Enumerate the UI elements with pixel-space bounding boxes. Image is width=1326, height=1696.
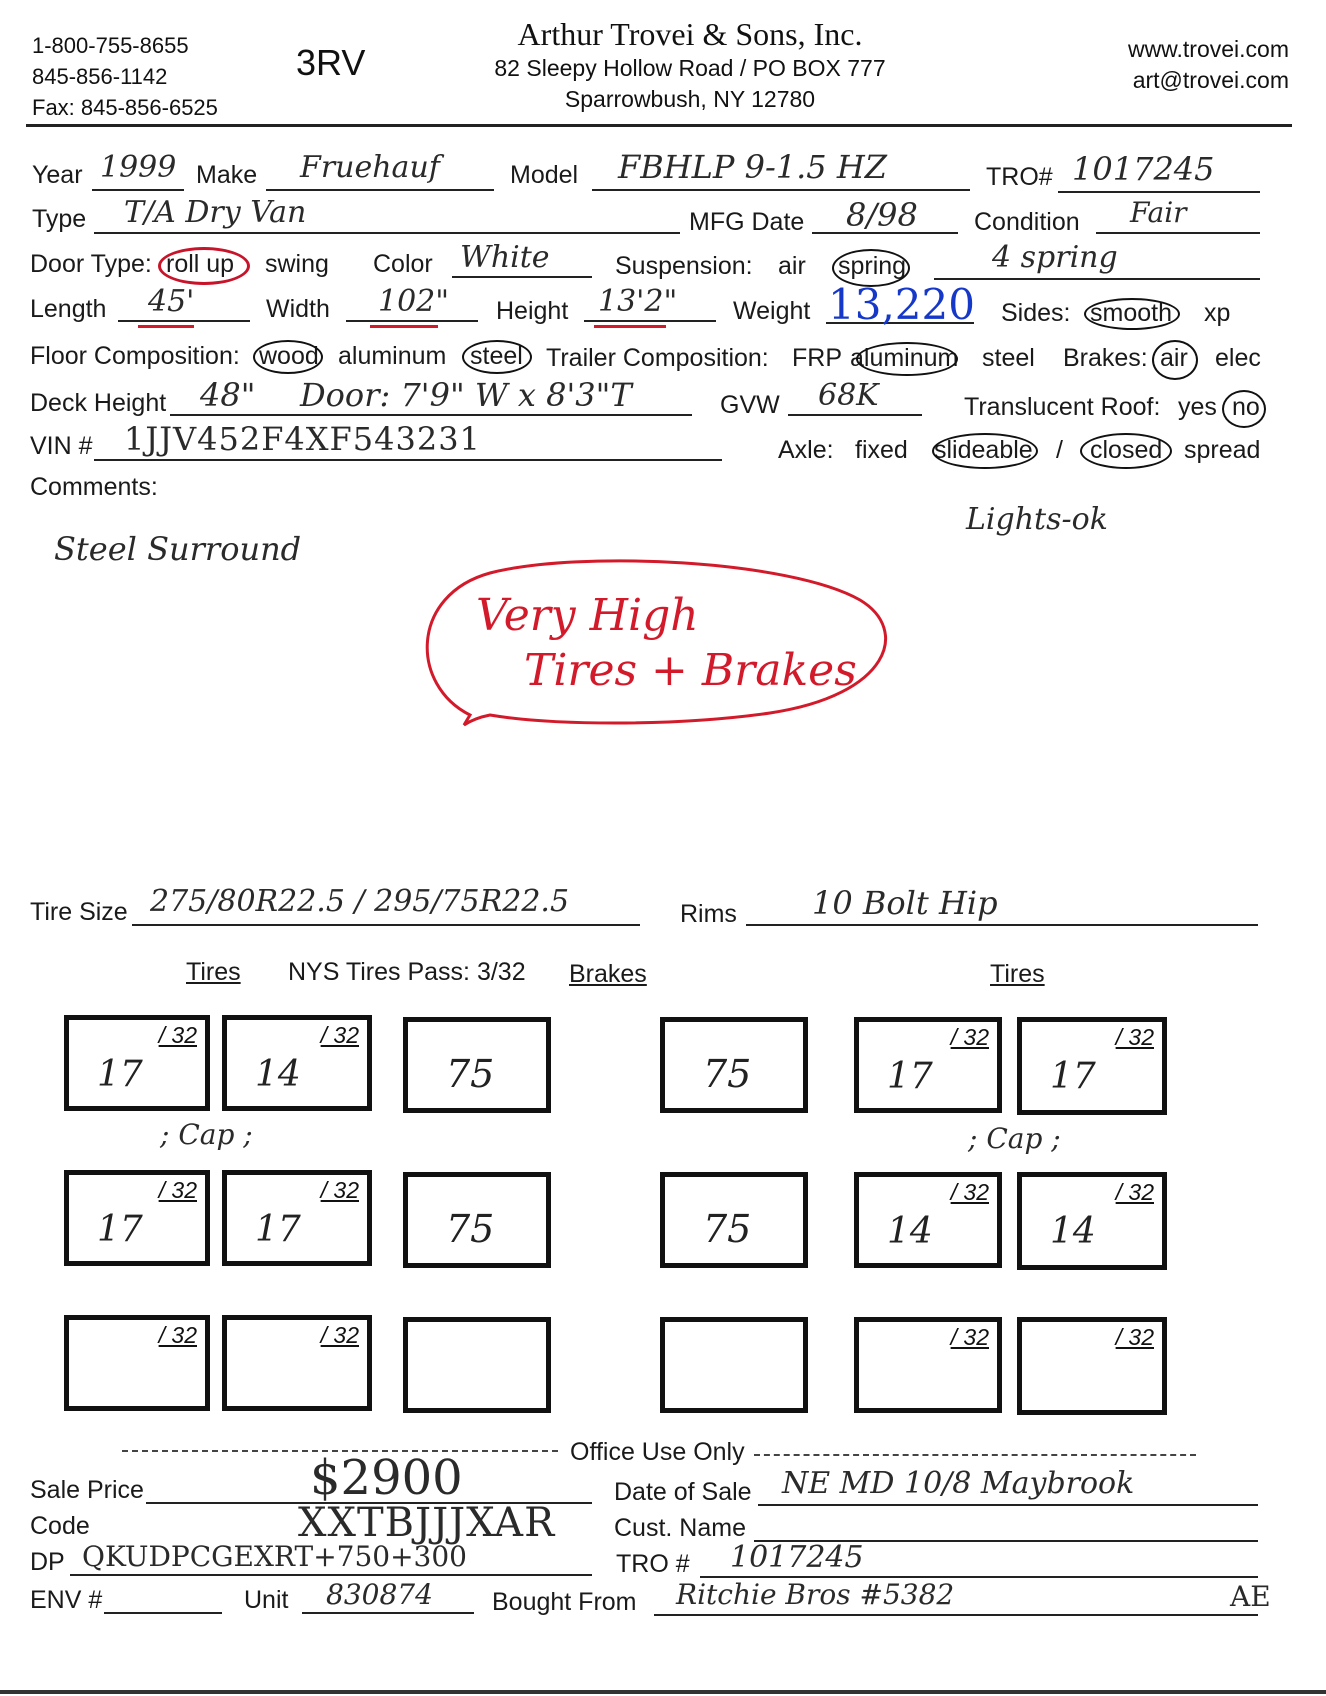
width-red-underline <box>370 325 438 328</box>
suspension-spring: spring <box>838 252 907 280</box>
slideable-circle <box>932 433 1038 469</box>
axle-spread: spread <box>1184 436 1261 464</box>
type-label: Type <box>32 205 87 233</box>
model-label: Model <box>510 161 579 189</box>
model-value: FBHLP 9-1.5 HZ <box>618 148 887 186</box>
tire-size-value: 275/80R22.5 / 295/75R22.5 <box>150 884 570 919</box>
company-address-2: Sparrowbush, NY 12780 <box>564 86 816 112</box>
tire-box-left-inner-2[interactable]: / 32 17 <box>222 1170 372 1266</box>
brakes-elec: elec <box>1215 344 1261 372</box>
date-of-sale-value: NE MD 10/8 Maybrook <box>782 1466 1135 1501</box>
floor-aluminum: aluminum <box>338 342 447 370</box>
color-label: Color <box>373 250 433 278</box>
weight-value: 13,220 <box>828 280 975 329</box>
door-roll-up: roll up <box>166 250 235 278</box>
door-swing: swing <box>265 250 329 278</box>
axle-closed: closed <box>1090 436 1163 464</box>
height-red-underline <box>594 325 666 328</box>
sale-price-value: $2900 <box>310 1450 463 1506</box>
unit-line <box>302 1612 474 1614</box>
vin-value: 1JJV452F4XF543231 <box>124 420 481 458</box>
vin-line <box>94 459 722 461</box>
tro2-value: 1017245 <box>730 1540 864 1575</box>
company-name: Arthur Trovei & Sons, Inc. <box>517 16 863 52</box>
tire-box-right-inner-3[interactable]: / 32 <box>854 1317 1002 1413</box>
tires-left-header: Tires <box>186 958 241 986</box>
tire-box-left-outer-2[interactable]: / 32 17 <box>64 1170 210 1266</box>
type-value: T/A Dry Van <box>124 195 307 230</box>
tire-box-left-outer-1[interactable]: / 32 17 <box>64 1015 210 1111</box>
mfg-date-value: 8/98 <box>846 196 918 234</box>
sides-xp: xp <box>1204 299 1231 327</box>
date-of-sale-label: Date of Sale <box>614 1478 752 1506</box>
env-line <box>104 1612 222 1614</box>
date-of-sale-line <box>758 1504 1258 1506</box>
comment-left: Steel Surround <box>54 530 302 568</box>
closed-circle <box>1080 433 1172 469</box>
sides-label: Sides: <box>1001 299 1071 327</box>
width-label: Width <box>266 295 330 323</box>
note-line-1: Very High <box>476 590 699 641</box>
roof-no: no <box>1232 393 1260 421</box>
brakes-column-header: Brakes <box>569 960 647 988</box>
width-value: 102" <box>378 284 450 319</box>
office-divider-right <box>754 1454 1196 1456</box>
condition-value: Fair <box>1130 196 1187 229</box>
gvw-value: 68K <box>818 378 879 413</box>
dp-label: DP <box>30 1548 65 1576</box>
color-line <box>452 276 592 278</box>
tro-line <box>1058 191 1260 193</box>
weight-label: Weight <box>733 297 811 325</box>
header-contact <box>32 30 218 123</box>
axle-slash: / <box>1056 436 1063 464</box>
cust-name-label: Cust. Name <box>614 1514 746 1542</box>
bought-from-label: Bought From <box>492 1588 637 1616</box>
brake-box-left-2[interactable]: 75 <box>403 1172 551 1268</box>
rims-label: Rims <box>680 900 737 928</box>
roll-up-circle <box>158 247 250 285</box>
cap-note-right: ; Cap ; <box>968 1122 1061 1155</box>
brake-box-right-2[interactable]: 75 <box>660 1172 808 1268</box>
axle-fixed: fixed <box>855 436 908 464</box>
code-label: Code <box>30 1512 90 1540</box>
tro-value: 1017245 <box>1072 150 1215 188</box>
email-link[interactable]: art@trovei.com <box>1132 67 1289 93</box>
unit-value: 830874 <box>326 1578 433 1611</box>
header-web <box>1128 34 1289 96</box>
suspension-note-line <box>934 278 1260 280</box>
trailer-frp: FRP <box>792 344 842 372</box>
header-divider <box>26 124 1292 127</box>
tire-box-left-inner-1[interactable]: / 32 14 <box>222 1015 372 1111</box>
phone-1: 1-800-755-8655 <box>32 33 189 58</box>
rims-value: 10 Bolt Hip <box>812 884 998 922</box>
deck-height-line <box>170 414 692 416</box>
gvw-label: GVW <box>720 391 780 419</box>
vin-label: VIN # <box>30 432 93 460</box>
deck-height-label: Deck Height <box>30 389 167 417</box>
tire-box-right-outer-3[interactable]: / 32 <box>1017 1317 1167 1415</box>
website-link[interactable]: www.trovei.com <box>1127 36 1289 62</box>
tro2-label: TRO # <box>616 1550 690 1578</box>
height-value: 13'2" <box>598 284 678 319</box>
brake-box-left-1[interactable]: 75 <box>403 1017 551 1113</box>
steel-circle <box>462 340 532 374</box>
trailer-steel: steel <box>982 344 1035 372</box>
trailer-aluminum-circle <box>856 342 958 376</box>
suspension-label: Suspension: <box>615 252 753 280</box>
deck-height-value: 48" <box>200 376 256 414</box>
tire-box-right-outer-1[interactable]: / 32 17 <box>1017 1017 1167 1115</box>
tire-box-left-outer-3[interactable]: / 32 <box>64 1315 210 1411</box>
initials: AE <box>1230 1580 1271 1613</box>
height-line <box>584 320 716 322</box>
tire-box-right-inner-1[interactable]: / 32 17 <box>854 1017 1002 1113</box>
rims-line <box>746 924 1258 926</box>
floor-steel: steel <box>470 342 523 370</box>
mfg-date-label: MFG Date <box>689 208 805 236</box>
color-value: White <box>460 240 550 275</box>
tire-box-right-inner-2[interactable]: / 32 14 <box>854 1172 1002 1268</box>
condition-line <box>1096 232 1260 234</box>
trailer-comp-label: Trailer Composition: <box>546 344 769 372</box>
brakes-air: air <box>1160 344 1188 372</box>
bought-from-value: Ritchie Bros #5382 <box>676 1578 955 1611</box>
axle-slideable: slideable <box>934 436 1033 464</box>
year-label: Year <box>32 161 83 189</box>
page-bottom-edge <box>0 1690 1326 1694</box>
length-label: Length <box>30 295 107 323</box>
tire-box-right-outer-2[interactable]: / 32 14 <box>1017 1172 1167 1270</box>
axle-label: Axle: <box>778 436 834 464</box>
door-dims-value: Door: 7'9" W x 8'3"T <box>300 376 632 414</box>
translucent-roof-label: Translucent Roof: <box>964 393 1161 421</box>
wood-circle <box>253 340 323 374</box>
note-bubble <box>410 555 900 730</box>
year-value: 1999 <box>100 150 177 185</box>
sale-price-label: Sale Price <box>30 1476 144 1504</box>
suspension-air: air <box>778 252 806 280</box>
model-line <box>592 189 970 191</box>
form-code: 3RV <box>296 42 366 83</box>
brake-box-right-1[interactable]: 75 <box>660 1017 808 1113</box>
floor-wood: wood <box>259 342 319 370</box>
roof-yes: yes <box>1178 393 1217 421</box>
make-value: Fruehauf <box>300 150 440 185</box>
company-address-1: 82 Sleepy Hollow Road / PO BOX 777 <box>494 55 886 81</box>
tro-label: TRO# <box>986 163 1053 191</box>
comments-label: Comments: <box>30 473 158 501</box>
roof-no-circle <box>1222 390 1266 428</box>
unit-label: Unit <box>244 1586 289 1614</box>
length-value: 45' <box>148 284 195 319</box>
year-line <box>92 189 184 191</box>
env-label: ENV # <box>30 1586 103 1614</box>
dp-value: QKUDPCGEXRT+750+300 <box>82 1540 467 1573</box>
brake-box-left-3[interactable] <box>403 1317 551 1413</box>
length-line <box>118 320 250 322</box>
code-value: XXTBJJJXAR <box>298 1500 556 1546</box>
fax: Fax: 845-856-6525 <box>32 95 218 120</box>
cap-note-left: ; Cap ; <box>160 1118 253 1151</box>
tires-right-header: Tires <box>990 960 1045 988</box>
company-block <box>440 16 940 113</box>
dp-line <box>70 1574 592 1576</box>
trailer-aluminum: aluminum <box>850 344 959 372</box>
brake-box-right-3[interactable] <box>660 1317 808 1413</box>
type-line <box>94 232 680 234</box>
door-type-label: Door Type: <box>30 250 152 278</box>
condition-label: Condition <box>974 208 1080 236</box>
comment-right: Lights-ok <box>966 502 1108 537</box>
gvw-line <box>788 414 922 416</box>
width-line <box>346 320 478 322</box>
sides-smooth: smooth <box>1090 299 1172 327</box>
nys-tires-pass: NYS Tires Pass: 3/32 <box>288 958 526 986</box>
smooth-circle <box>1084 298 1180 330</box>
make-label: Make <box>196 161 258 189</box>
tire-box-left-inner-3[interactable]: / 32 <box>222 1315 372 1411</box>
make-line <box>266 189 494 191</box>
length-red-underline <box>138 325 194 328</box>
tire-size-label: Tire Size <box>30 898 128 926</box>
bought-from-line <box>654 1614 1258 1616</box>
brakes-air-circle <box>1152 340 1198 380</box>
brakes-label: Brakes: <box>1063 344 1148 372</box>
phone-2: 845-856-1142 <box>32 64 168 89</box>
height-label: Height <box>496 297 569 325</box>
tire-size-line <box>132 924 640 926</box>
office-use-only: Office Use Only <box>570 1438 745 1466</box>
suspension-note-value: 4 spring <box>992 240 1118 275</box>
note-line-2: Tires + Brakes <box>524 645 857 696</box>
floor-comp-label: Floor Composition: <box>30 342 240 370</box>
